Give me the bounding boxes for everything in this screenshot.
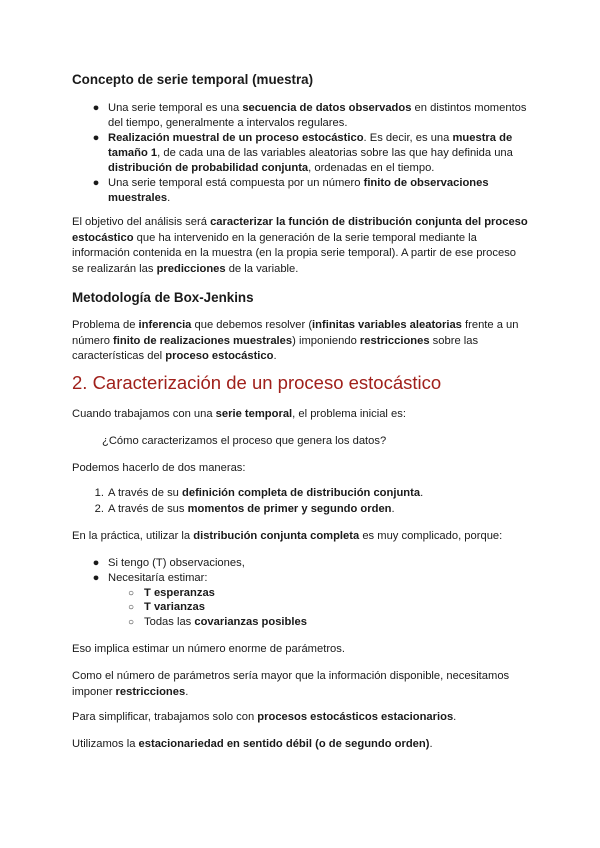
paragraph-para-simplificar: Para simplificar, trabajamos solo con procesos estocásticos estacionarios. — [72, 711, 457, 723]
subbullet-varianzas: ○ T varianzas — [128, 601, 205, 613]
bullet-item-numero-finito: ● Una serie temporal está compuesta por un número finito de observaciones muestrales. — [108, 176, 489, 206]
paragraph-objetivo: El objetivo del análisis será caracterizar la función de distribución conjunta del proceso estocástico que ha intervenido en la generación de la serie temporal mediante la información contenida en la muestra (en la propia serie temporal). A partir de ese proceso se realizarán las predicciones de la variable. — [72, 216, 528, 275]
quote-pregunta: ¿Cómo caracterizamos el proceso que genera los datos? — [102, 435, 387, 447]
paragraph-en-la-practica: En la práctica, utilizar la distribución conjunta completa es muy complicado, porque: — [72, 530, 503, 542]
paragraph-cuando-trabajamos: Cuando trabajamos con una serie temporal, el problema inicial es: — [72, 408, 406, 420]
paragraph-dos-maneras: Podemos hacerlo de dos maneras: — [72, 462, 246, 474]
paragraph-problema-inferencia: Problema de inferencia que debemos resolver (infinitas variables aleatorias frente a un número finito de realizaciones muestrales) imponiendo restricciones sobre las características del proceso estocástico. — [72, 319, 519, 362]
bullet-item-serie-temporal: ● Una serie temporal es una secuencia de datos observados en distintos momentos del tiempo, generalmente a intervalos regulares. — [108, 101, 527, 131]
subbullet-covarianzas: ○ Todas las covarianzas posibles — [128, 616, 307, 628]
circle-bullet-icon: ○ — [128, 588, 135, 599]
bullet-icon: ● — [92, 557, 100, 569]
bullet-icon: ● — [92, 132, 100, 144]
bullet-item-observaciones: ● Si tengo (T) observaciones, — [108, 556, 245, 571]
list-item-momentos: 2. A través de sus momentos de primer y segundo orden. — [94, 503, 395, 515]
bullet-item-necesitaria-estimar: ● Necesitaría estimar: — [108, 571, 207, 586]
heading-metodologia-box-jenkins: Metodología de Box-Jenkins — [72, 290, 254, 305]
list-item-definicion-completa: 1. A través de su definición completa de distribución conjunta. — [94, 487, 424, 499]
section-title-caracterizacion: 2. Caracterización de un proceso estocástico — [72, 372, 442, 393]
paragraph-utilizamos: Utilizamos la estacionariedad en sentido débil (o de segundo orden). — [72, 738, 433, 750]
circle-bullet-icon: ○ — [128, 602, 135, 613]
heading-concepto-serie-temporal: Concepto de serie temporal (muestra) — [72, 72, 314, 87]
bullet-icon: ● — [92, 177, 100, 189]
bullet-icon: ● — [92, 102, 100, 114]
subbullet-esperanzas: ○ T esperanzas — [128, 587, 215, 599]
circle-bullet-icon: ○ — [128, 617, 135, 628]
bullet-item-realizacion-muestral: ● Realización muestral de un proceso estocástico. Es decir, es una muestra de tamaño 1, de cada una de las variables aleatorias sobre las que hay definida una distribución de probabilidad conjunta, ordenadas en el tiempo. — [108, 131, 513, 176]
paragraph-eso-implica: Eso implica estimar un número enorme de parámetros. — [72, 643, 345, 655]
paragraph-como-el-numero: Como el número de parámetros sería mayor que la información disponible, necesitamos imponer restricciones. — [72, 670, 510, 698]
bullet-icon: ● — [92, 572, 100, 584]
